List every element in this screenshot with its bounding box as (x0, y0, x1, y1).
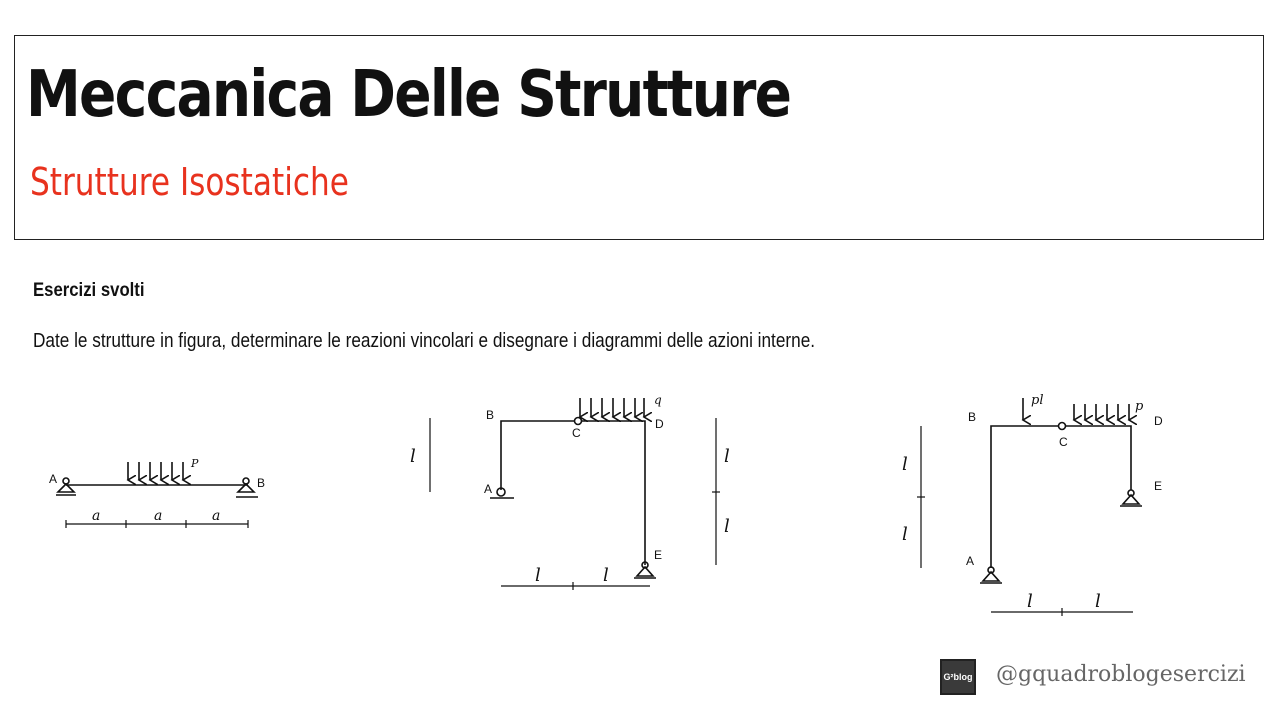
page-subtitle: Strutture Isostatiche (30, 160, 349, 204)
frame1-label-e: E (654, 548, 663, 562)
exercise-instructions: Date le strutture in figura, determinare le reazioni vincolari e disegnare i diagrammi delle azioni interne. (33, 330, 816, 352)
frame1-dim-left: l (410, 446, 416, 467)
beam-dim-a3: a (212, 508, 221, 524)
beam-dim-a2: a (154, 508, 163, 524)
beam-load-label: P (191, 457, 199, 470)
frame1-dim-bottom1: l (535, 565, 541, 586)
beam-label-a: A (49, 472, 58, 486)
frame2-label-b: B (968, 410, 977, 424)
frame2-dim-bottom2: l (1095, 591, 1101, 612)
frame2-dim-left-bottom: l (902, 524, 908, 545)
frame2-label-a: A (966, 554, 975, 568)
social-handle: @gquadroblogesercizi (996, 662, 1246, 687)
frame1-dim-right-bottom: l (724, 516, 730, 537)
frame1-label-b: B (486, 408, 495, 422)
beam-dim-a1: a (92, 508, 101, 524)
brand-logo: G²blog (940, 659, 976, 695)
frame1-label-a: A (484, 482, 493, 496)
frame1-label-d: D (655, 417, 664, 431)
section-heading: Esercizi svolti (33, 280, 145, 301)
frame2-dist-load-label: p (1135, 399, 1144, 414)
beam-label-b: B (257, 476, 266, 490)
frame1-load-label: q (654, 393, 662, 407)
frame2-dim-left-top: l (902, 454, 908, 475)
frame1-dim-bottom2: l (603, 565, 609, 586)
frame2-label-d: D (1154, 414, 1163, 428)
frame2-label-c: C (1059, 435, 1068, 449)
page-title: Meccanica Delle Strutture (26, 58, 791, 132)
frame2-point-load-label: pl (1031, 393, 1044, 408)
frame2-figure (917, 398, 1142, 616)
frame2-dim-bottom1: l (1027, 591, 1033, 612)
frame1-dim-right-top: l (724, 446, 730, 467)
frame2-label-e: E (1154, 479, 1163, 493)
frame1-label-c: C (572, 426, 581, 440)
